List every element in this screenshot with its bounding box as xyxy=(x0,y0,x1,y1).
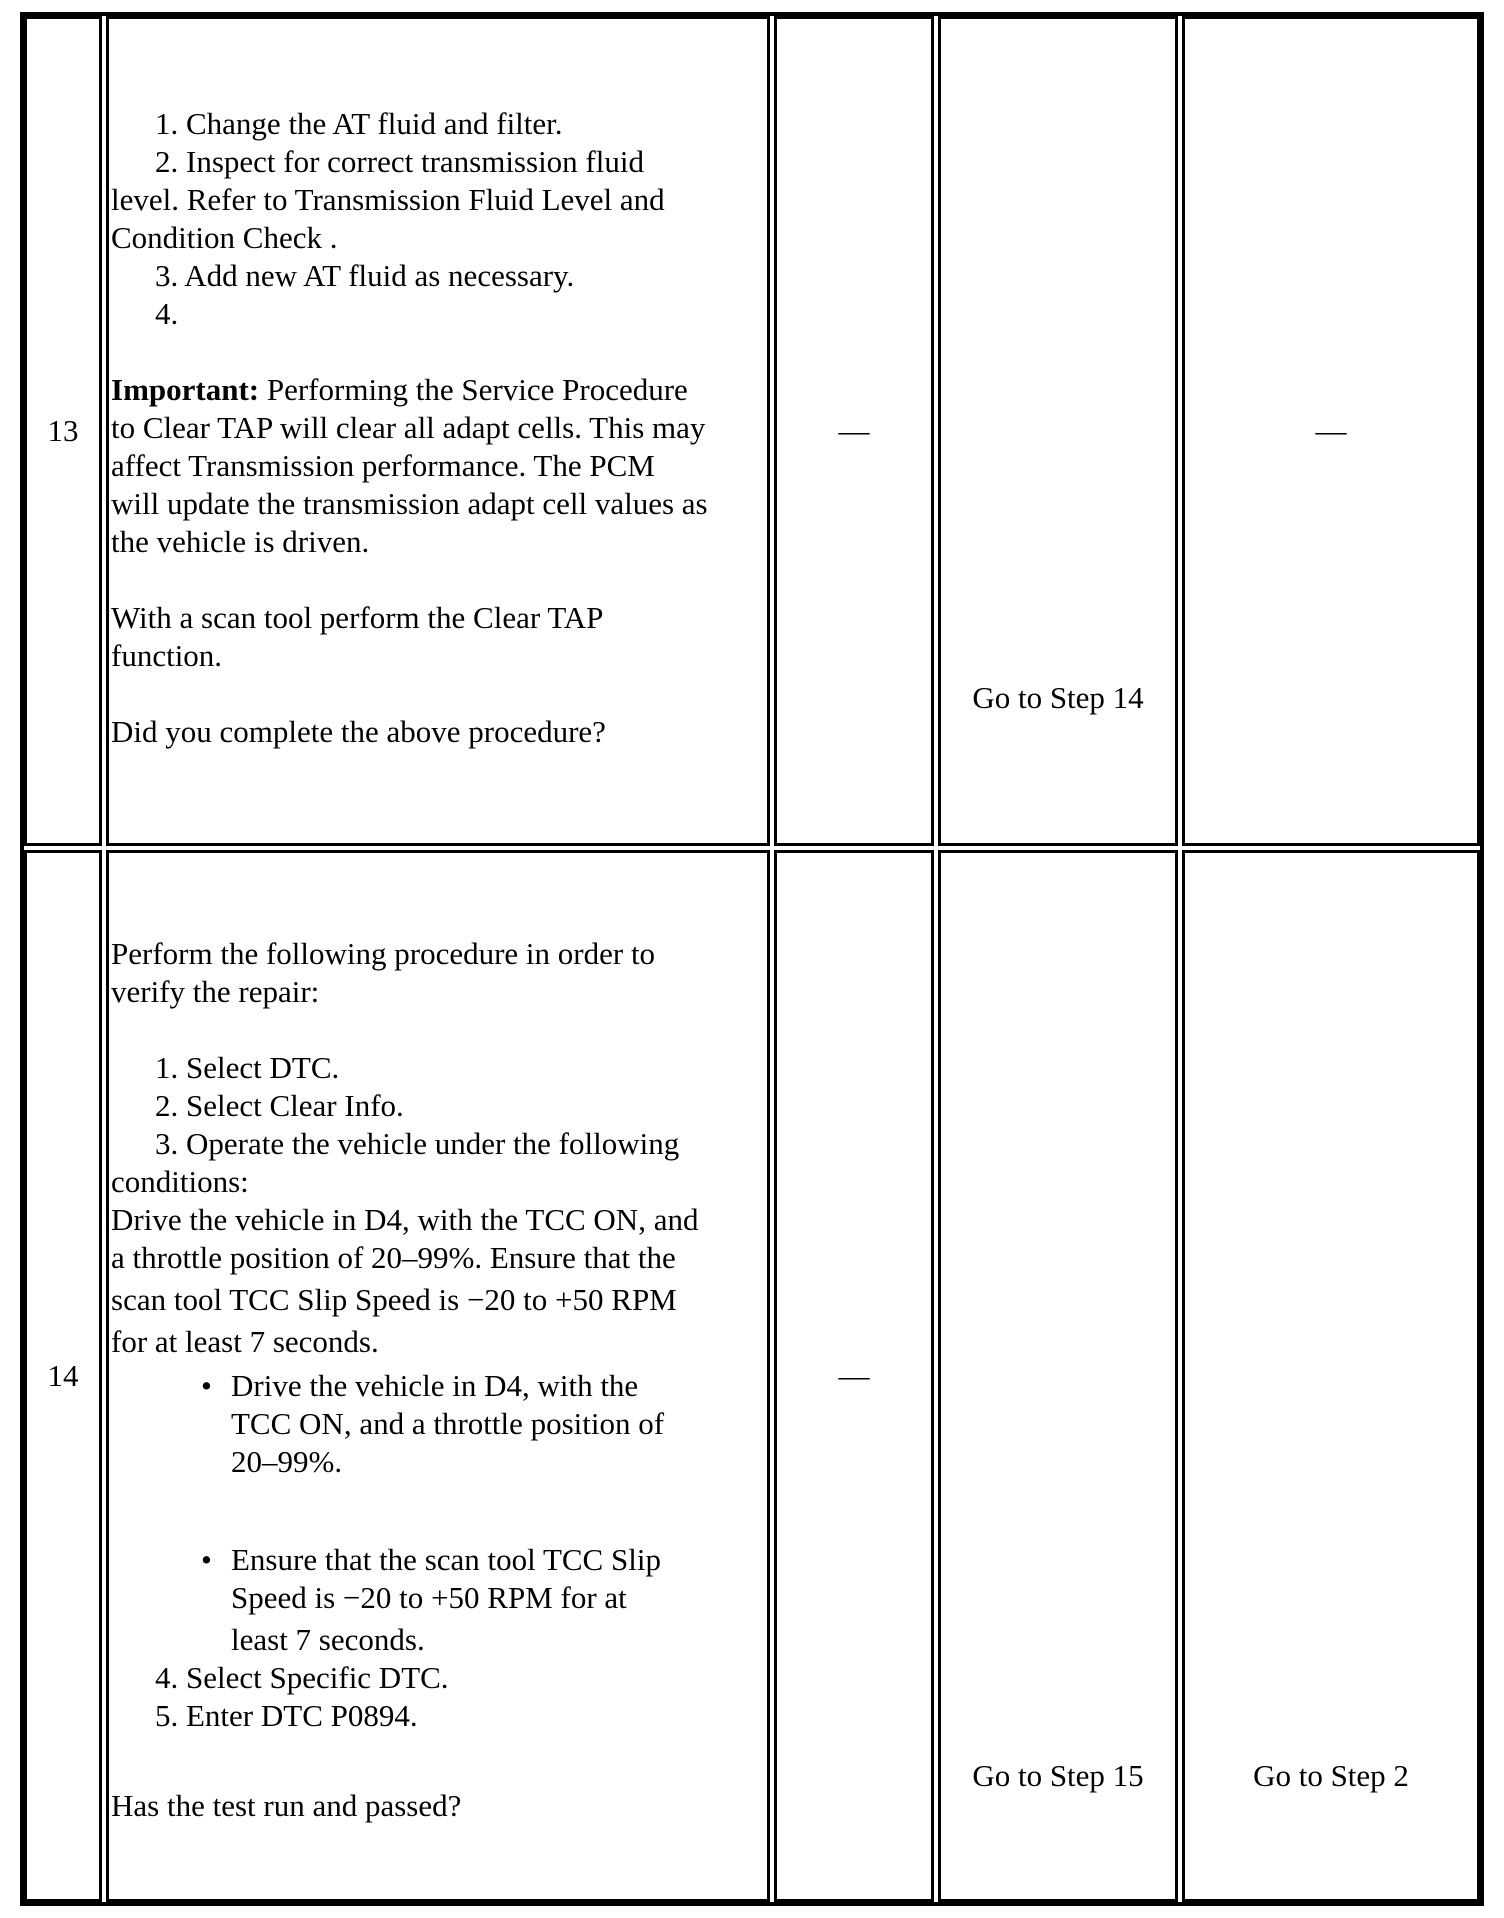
list-item: 2. Select Clear Info. xyxy=(155,1088,404,1123)
list-item: level. Refer to Transmission Fluid Level and xyxy=(111,182,665,217)
important-text: affect Transmission performance. The PCM xyxy=(111,448,655,483)
yes-text: Go to Step 14 xyxy=(972,680,1144,715)
conditions-text: for at least 7 seconds. xyxy=(111,1324,379,1359)
value-text: — xyxy=(838,1358,870,1393)
list-item: 4. Select Specific DTC. xyxy=(155,1660,449,1695)
list-item: 4. xyxy=(155,296,179,331)
list-item: Condition Check . xyxy=(111,220,338,255)
intro-text: Perform the following procedure in order to xyxy=(111,936,656,971)
important-note xyxy=(111,371,763,409)
conditions-text: scan tool TCC Slip Speed is −20 to +50 RPM xyxy=(111,1282,677,1317)
conditions-text: a throttle position of 20–99%. Ensure that the xyxy=(111,1240,676,1275)
list-item: 1. Change the AT fluid and filter. xyxy=(155,106,563,141)
important-text: the vehicle is driven. xyxy=(111,524,370,559)
step-number-cell xyxy=(24,16,102,846)
step-number-cell xyxy=(24,850,102,1902)
value-text: — xyxy=(838,413,870,448)
bullet-item: • Drive the vehicle in D4, with the TCC ON, and a throttle position of 20–99%. xyxy=(201,1367,763,1481)
step-number: 13 xyxy=(47,413,79,448)
instruction-text: function. xyxy=(111,638,223,673)
no-cell xyxy=(1182,16,1480,846)
no-text: Go to Step 2 xyxy=(1253,1758,1409,1793)
list-item: 2. Inspect for correct transmission fluid xyxy=(155,144,644,179)
important-text: to Clear TAP will clear all adapt cells. This may xyxy=(111,410,706,445)
action-cell xyxy=(106,850,770,1902)
list-item: 3. Add new AT fluid as necessary. xyxy=(155,258,575,293)
yes-cell xyxy=(938,850,1178,1902)
important-text: will update the transmission adapt cell values as xyxy=(111,486,708,521)
yes-cell xyxy=(938,16,1178,846)
bullet-item: • Ensure that the scan tool TCC Slip Speed is −20 to +50 RPM for at least 7 seconds. xyxy=(201,1541,763,1659)
list-item: 3. Operate the vehicle under the following xyxy=(155,1126,680,1161)
bullet-list xyxy=(111,1367,763,1659)
value-cell xyxy=(774,850,934,1902)
value-cell xyxy=(774,16,934,846)
conditions-text: Drive the vehicle in D4, with the TCC ON, and xyxy=(111,1202,699,1237)
no-cell xyxy=(1182,850,1480,1902)
list-item: 1. Select DTC. xyxy=(155,1050,340,1085)
question-text: Did you complete the above procedure? xyxy=(111,714,606,749)
instruction-text: With a scan tool perform the Clear TAP xyxy=(111,600,604,635)
action-cell xyxy=(106,16,770,846)
important-label: Important: xyxy=(111,372,260,407)
conditions-text: conditions: xyxy=(111,1164,249,1199)
yes-text: Go to Step 15 xyxy=(972,1758,1144,1793)
step-number: 14 xyxy=(47,1358,79,1393)
important-text: Performing the Service Procedure xyxy=(259,372,688,407)
no-text: — xyxy=(1315,413,1347,448)
intro-text: verify the repair: xyxy=(111,974,320,1009)
question-text: Has the test run and passed? xyxy=(111,1788,462,1823)
list-item: 5. Enter DTC P0894. xyxy=(155,1698,418,1733)
